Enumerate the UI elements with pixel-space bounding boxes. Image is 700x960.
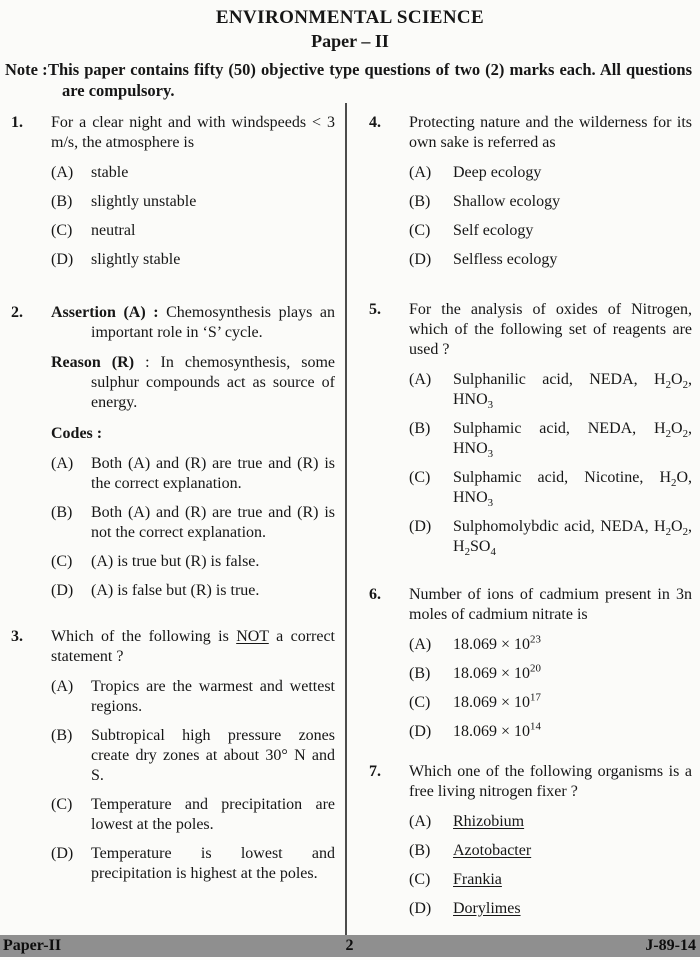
option-row [51, 250, 335, 270]
option-row [51, 192, 335, 212]
option-row [51, 552, 335, 572]
option-label: (C) [51, 222, 73, 239]
option-text: Rhizobium [453, 813, 525, 830]
question-5 [369, 300, 692, 557]
option-text: Deep ecology [453, 164, 542, 181]
option-text: $18.069 \times 10^{23}$ [453, 633, 541, 653]
question-number: 5. [369, 301, 381, 318]
option-row [409, 192, 692, 212]
option-row [51, 581, 335, 601]
assertion-label: Assertion (A) : [51, 304, 159, 321]
option-label: (A) [409, 636, 432, 653]
option-text: stable [91, 164, 129, 181]
option-row [409, 841, 692, 861]
option-row [51, 503, 335, 543]
page-title: ENVIRONMENTAL SCIENCE [215, 7, 485, 28]
option-text: neutral [91, 222, 136, 239]
option-row [409, 812, 692, 832]
option-text: Tropics are the warmest and wettest regions. [91, 678, 335, 715]
option-label: (D) [51, 251, 74, 268]
note-text: This paper contains fifty (50) objective type questions of two (2) marks each. All questions are compulsory. [48, 60, 692, 100]
question-text [51, 627, 335, 667]
option-label: (A) [409, 813, 432, 830]
option-row [409, 163, 692, 183]
option-label: (A) [51, 164, 74, 181]
option-row [409, 635, 692, 655]
option-label: (B) [51, 193, 73, 210]
option-text: Temperature and precipitation are lowest at the poles. [91, 796, 335, 833]
option-row [409, 664, 692, 684]
option-label: (C) [409, 222, 431, 239]
option-label: (D) [409, 251, 432, 268]
reason-label: Reason (R) [51, 354, 135, 371]
question-4 [369, 113, 692, 270]
option-label: (B) [409, 665, 431, 682]
option-text: $18.069 \times 10^{20}$ [453, 662, 541, 682]
question-number: 6. [369, 586, 381, 603]
option-text: $18.069 \times 10^{17}$ [453, 691, 541, 711]
option-label: (B) [51, 727, 73, 744]
option-label: (D) [51, 845, 74, 862]
footer-page-number: 2 [345, 937, 354, 954]
option-label: (C) [51, 553, 73, 570]
reason-paragraph [51, 353, 335, 413]
assertion-paragraph [51, 303, 335, 343]
option-label: (D) [409, 518, 432, 535]
underlined-word: NOT [236, 628, 269, 645]
question-text-part: Which of the following is [51, 628, 229, 645]
question-columns [0, 103, 700, 943]
option-text: (A) is true but (R) is false. [91, 553, 260, 570]
reason-text: : In chemosynthesis, some sulphur compounds act as source of energy. [91, 354, 336, 411]
option-text: Sulphomolybdic acid, NEDA, $H_2O_2$, $H_2SO_4$ [453, 518, 692, 559]
option-text: Sulphamic acid, Nicotine, $H_2O$, $HNO_3$ [453, 469, 692, 510]
option-label: (C) [409, 694, 431, 711]
option-text: Both (A) and (R) are true and (R) is not the correct explanation. [91, 504, 335, 541]
question-number: 4. [369, 114, 381, 131]
option-text: Frankia [453, 871, 502, 888]
left-column [0, 103, 345, 943]
option-text: slightly stable [91, 251, 181, 268]
option-label: (B) [51, 504, 73, 521]
question-text-part: a correct statement ? [51, 628, 336, 665]
footer-bar [0, 935, 700, 957]
option-label: (B) [409, 842, 431, 859]
note-label: Note : [5, 60, 48, 79]
option-label: (A) [51, 455, 74, 472]
question-7 [369, 762, 692, 919]
option-row [409, 419, 692, 459]
option-row [51, 163, 335, 183]
question-6 [369, 585, 692, 742]
question-number: 7. [369, 763, 381, 780]
option-text: Both (A) and (R) are true and (R) is the correct explanation. [91, 455, 335, 492]
option-label: (A) [51, 678, 74, 695]
option-row [51, 454, 335, 494]
option-text: Self ecology [453, 222, 534, 239]
option-text: slightly unstable [91, 193, 197, 210]
option-row [409, 250, 692, 270]
option-label: (D) [409, 723, 432, 740]
footer-code: J-89-14 [645, 937, 696, 954]
option-row [51, 795, 335, 835]
codes-label: Codes : [51, 425, 103, 442]
option-label: (C) [409, 871, 431, 888]
option-row [409, 899, 692, 919]
option-label: (B) [409, 420, 431, 437]
option-text: Shallow ecology [453, 193, 561, 210]
option-row [51, 844, 335, 884]
right-column [347, 103, 700, 943]
option-text: Dorylimes [453, 900, 521, 917]
option-label: (B) [409, 193, 431, 210]
question-2 [11, 303, 335, 601]
option-label: (A) [409, 371, 432, 388]
option-text: Azotobacter [453, 842, 532, 859]
option-row [51, 726, 335, 786]
option-label: (D) [51, 582, 74, 599]
option-row [51, 677, 335, 717]
question-text: For a clear night and with windspeeds < 3 m/s, the atmosphere is [51, 114, 335, 151]
option-row [409, 693, 692, 713]
option-label: (D) [409, 900, 432, 917]
option-label: (C) [51, 796, 73, 813]
question-number: 1. [11, 114, 23, 131]
option-text: Subtropical high pressure zones create dry zones at about 30° N and S. [91, 727, 335, 784]
question-3 [11, 627, 335, 884]
question-number: 2. [11, 304, 23, 321]
option-row [409, 517, 692, 557]
question-text: Number of ions of cadmium present in 3n moles of cadmium nitrate is [409, 586, 692, 623]
option-row [409, 468, 692, 508]
question-text: For the analysis of oxides of Nitrogen, which of the following set of reagents are used ? [409, 301, 692, 358]
option-text: (A) is false but (R) is true. [91, 582, 260, 599]
option-text: $18.069 \times 10^{14}$ [453, 720, 541, 740]
option-label: (A) [409, 164, 432, 181]
paper-subtitle: Paper – II [311, 31, 389, 51]
option-row [409, 221, 692, 241]
option-row [409, 370, 692, 410]
option-row [51, 221, 335, 241]
footer-paper-label: Paper-II [3, 937, 62, 954]
exam-note [0, 52, 700, 101]
option-text: Sulphanilic acid, NEDA, $H_2O_2$, $HNO_3$ [453, 371, 692, 412]
assertion-text: Chemosynthesis plays an important role in ‘S’ cycle. [91, 304, 335, 341]
option-row [409, 722, 692, 742]
question-text: Which one of the following organisms is a free living nitrogen fixer ? [409, 763, 692, 800]
option-label: (C) [409, 469, 431, 486]
question-1 [11, 113, 335, 270]
option-row [409, 870, 692, 890]
option-text: Sulphamic acid, NEDA, $H_2O_2$, $HNO_3$ [453, 420, 692, 461]
question-number: 3. [11, 628, 23, 645]
option-text: Selfless ecology [453, 251, 558, 268]
option-text: Temperature is lowest and precipitation is highest at the poles. [91, 845, 335, 882]
question-text: Protecting nature and the wilderness for its own sake is referred as [409, 114, 692, 151]
